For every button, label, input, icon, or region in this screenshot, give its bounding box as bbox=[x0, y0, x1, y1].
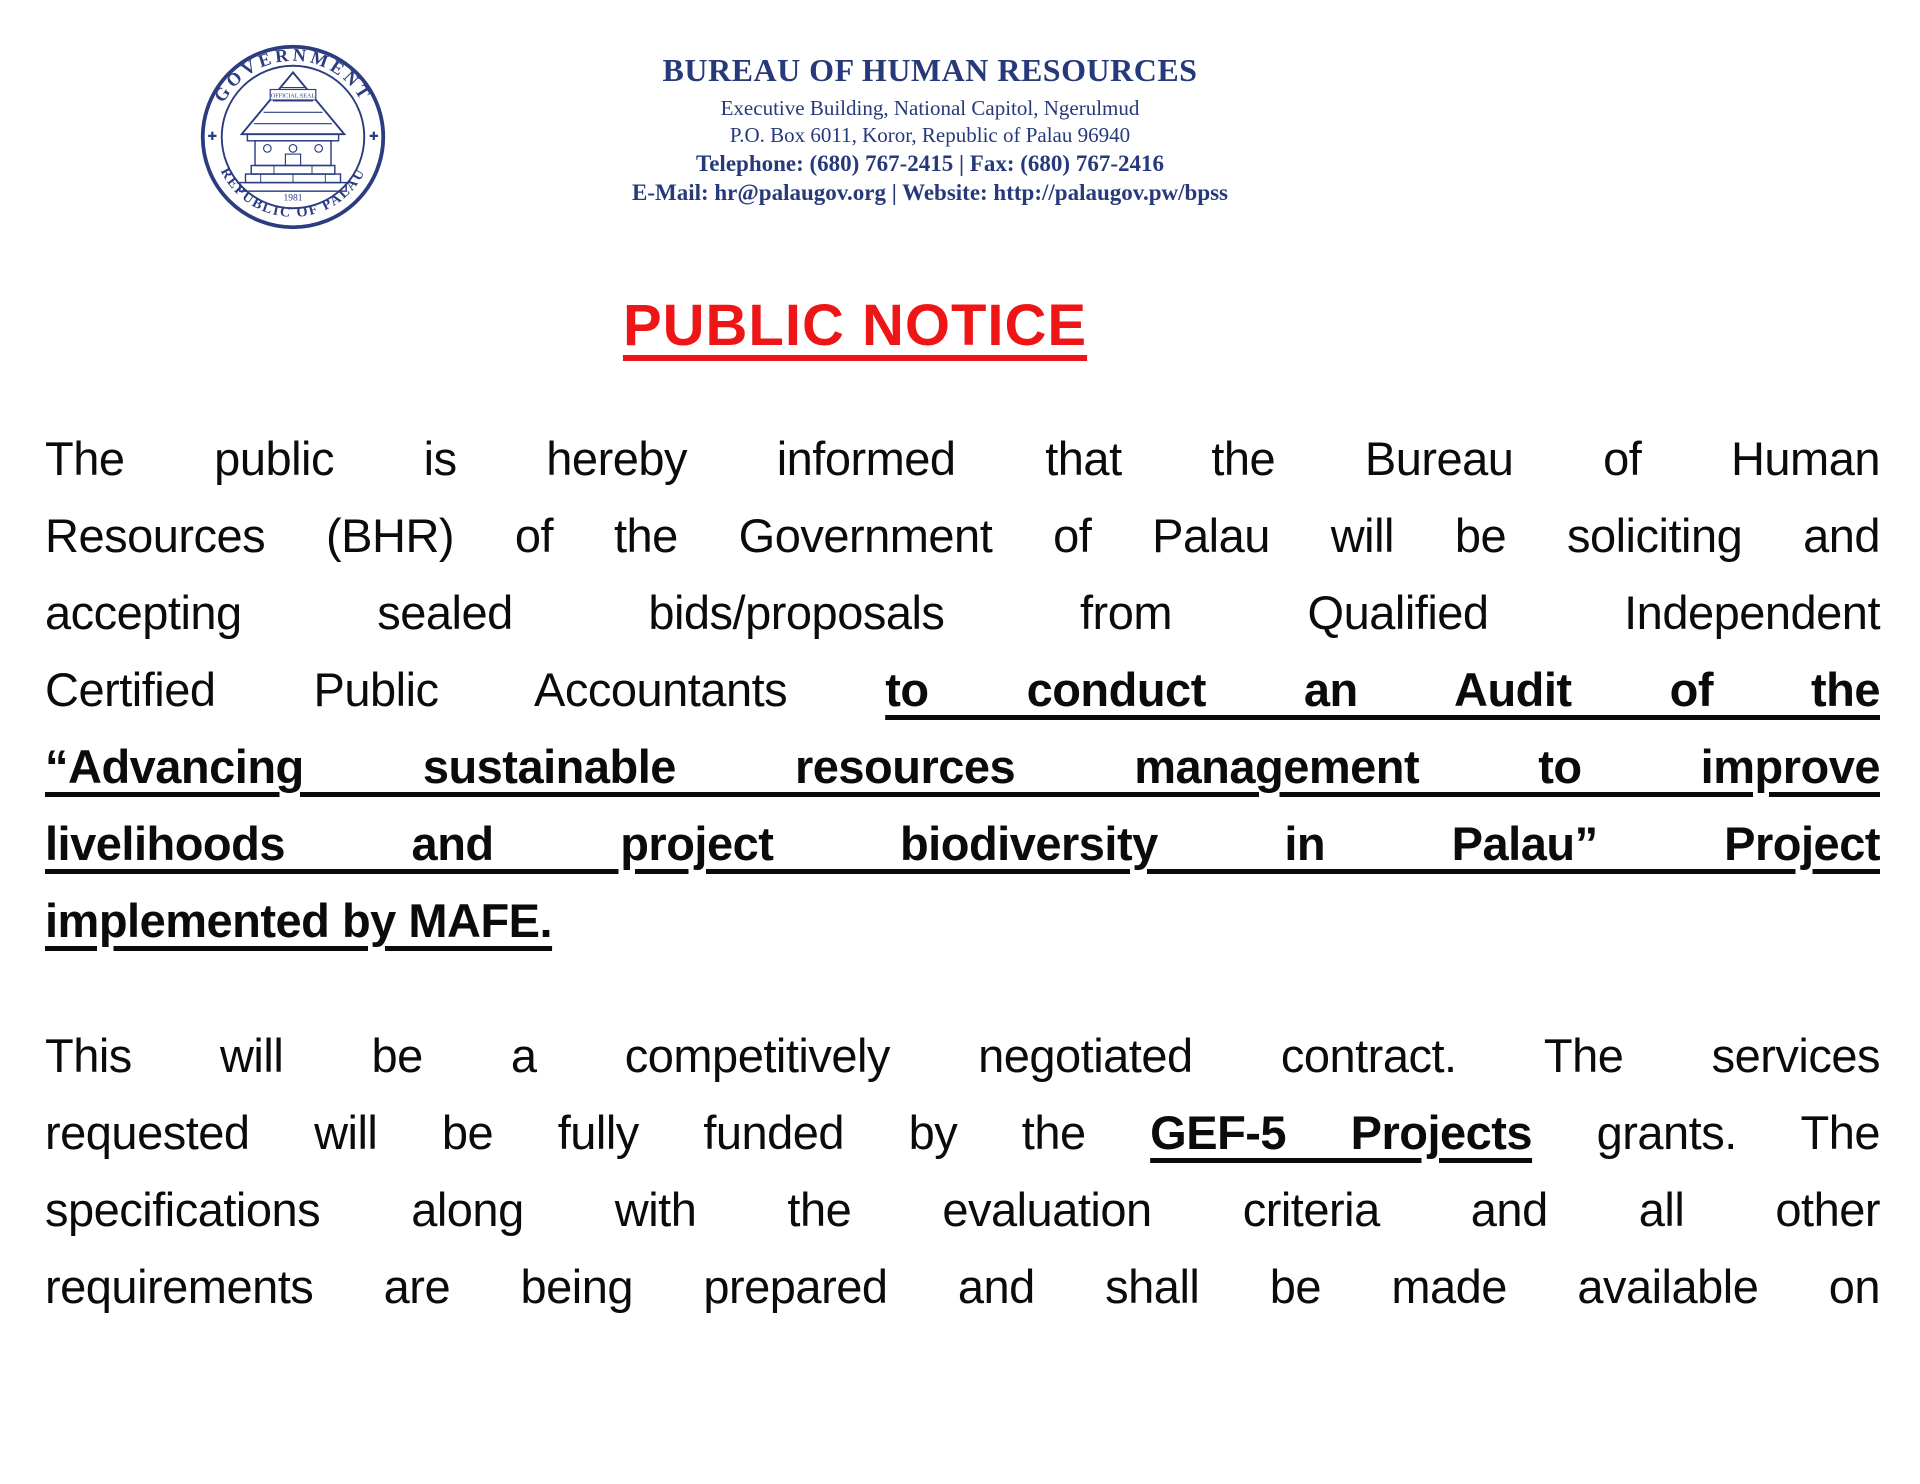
emphasis-segment: implemented by MAFE. bbox=[45, 894, 553, 947]
seal-year: 1981 bbox=[283, 193, 303, 204]
address-line-1: Executive Building, National Capitol, Ngerulmud bbox=[720, 96, 1140, 120]
text-line bbox=[45, 882, 1880, 959]
text-segment: accepting sealed bids/proposals from Qualified Independent bbox=[45, 586, 1880, 639]
paragraph-1 bbox=[45, 420, 1880, 959]
paragraph-2 bbox=[45, 1017, 1880, 1325]
text-line bbox=[45, 1248, 1880, 1325]
text-segment: The public is hereby informed that the Bureau of Human bbox=[45, 432, 1880, 485]
text-segment: specifications along with the evaluation criteria and all other bbox=[45, 1183, 1880, 1236]
palau-government-seal bbox=[198, 42, 388, 232]
seal-banner-text: OFFICIAL SEAL bbox=[270, 93, 316, 100]
text-segment: grants. The bbox=[1532, 1106, 1880, 1159]
text-segment: Certified Public Accountants bbox=[45, 663, 886, 716]
text-line bbox=[45, 574, 1880, 651]
text-line bbox=[45, 651, 1880, 728]
text-line bbox=[45, 728, 1880, 805]
address-line-2: P.O. Box 6011, Koror, Republic of Palau 96940 bbox=[729, 123, 1131, 147]
text-line bbox=[45, 420, 1880, 497]
text-segment: This will be a competitively negotiated contract. The services bbox=[45, 1029, 1880, 1082]
emphasis-segment: to conduct an Audit of the bbox=[885, 663, 1880, 716]
emphasis-segment: GEF-5 Projects bbox=[1150, 1106, 1533, 1159]
seal-arc-top-text: GOVERNMENT bbox=[209, 44, 377, 106]
seal-arc-bottom-text: REPUBLIC OF PALAU bbox=[217, 165, 369, 222]
text-line bbox=[45, 497, 1880, 574]
emphasis-segment: “Advancing sustainable resources management to improve bbox=[45, 740, 1880, 793]
online-line: E-Mail: hr@palaugov.org | Website: http://palaugov.pw/bpss bbox=[631, 180, 1229, 205]
text-line bbox=[45, 1171, 1880, 1248]
text-line bbox=[45, 1017, 1880, 1094]
letterhead bbox=[420, 52, 1440, 207]
org-name: BUREAU OF HUMAN RESOURCES bbox=[662, 52, 1198, 88]
text-segment: Resources (BHR) of the Government of Palau will be soliciting and bbox=[45, 509, 1880, 562]
emphasis-segment: livelihoods and project biodiversity in Palau” Project bbox=[45, 817, 1880, 870]
text-line bbox=[45, 805, 1880, 882]
seal-right-cross-icon: ✚ bbox=[368, 131, 379, 143]
text-segment: requirements are being prepared and shall be made available on bbox=[45, 1260, 1880, 1313]
contact-line: Telephone: (680) 767-2415 | Fax: (680) 767-2416 bbox=[695, 151, 1164, 176]
notice-body bbox=[45, 420, 1880, 1383]
text-segment: requested will be fully funded by the bbox=[45, 1106, 1151, 1159]
text-line bbox=[45, 1094, 1880, 1171]
notice-title: PUBLIC NOTICE bbox=[622, 293, 1088, 358]
seal-left-cross-icon: ✚ bbox=[207, 131, 218, 143]
